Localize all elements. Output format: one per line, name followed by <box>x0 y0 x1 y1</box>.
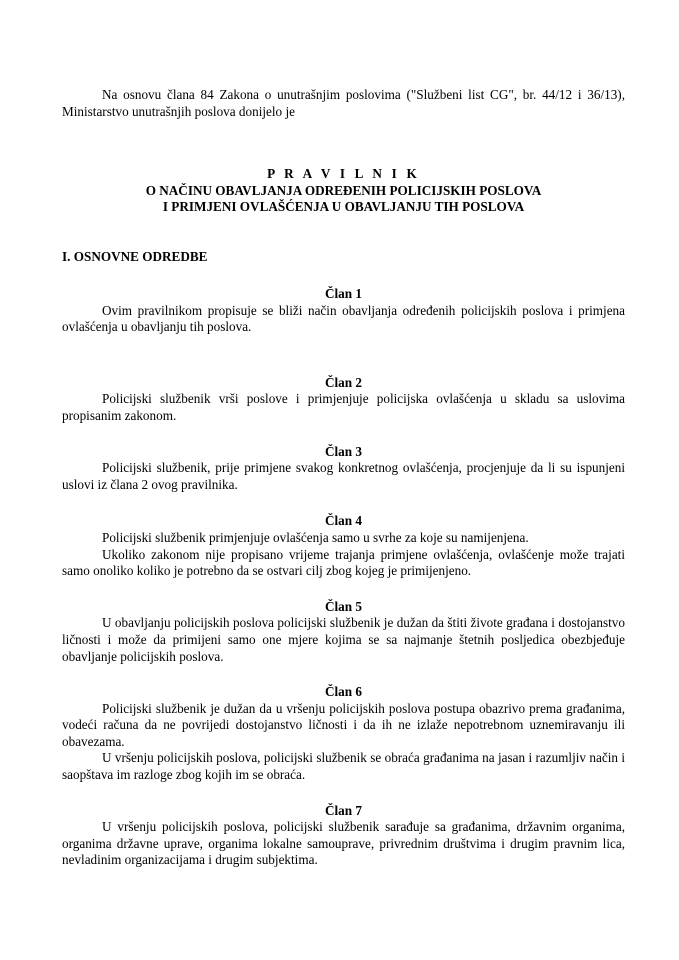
article-heading: Član 7 <box>324 802 362 818</box>
preamble-text: Na osnovu člana 84 Zakona o unutrašnjim poslovima ("Službeni list CG", br. 44/12 i 36/13), Ministarstvo unutrašnjih poslova donijelo je <box>62 87 625 119</box>
article-paragraph: U obavljanju policijskih poslova policijski službenik je dužan da štiti živote građana i dostojanstvo ličnosti i može da primijeni samo one mjere kojima se sa najmanje štetnih posljedica obezbjeđuje obavljanje policijskih poslova. <box>62 615 625 664</box>
article-paragraph: Policijski službenik primjenjuje ovlašćenja samo u svrhe za koje su namijenjena. <box>102 529 529 545</box>
document-title <box>62 166 625 215</box>
article-heading: Član 2 <box>324 374 362 390</box>
section-heading: I. OSNOVNE ODREDBE <box>62 249 208 265</box>
article-2 <box>62 375 625 425</box>
article-paragraph: U vršenju policijskih poslova, policijski službenik sarađuje sa građanima, državnim organima, organima državne uprave, organima lokalne samouprave, privrednim društvima i drugim pravnim lica, nevladinim organizacijama i drugim subjektima. <box>62 819 625 868</box>
article-heading: Član 1 <box>324 286 362 301</box>
article-4 <box>62 513 625 579</box>
title-main: P R A V I L N I K <box>267 166 420 182</box>
article-paragraph: Policijski službenik je dužan da u vršenju policijskih poslova postupa obazrivo prema građanima, vodeći računa da ne povrijedi dostojanstvo ličnosti i da ih ne izlaže nepotrebnom uznemiravanju ili obavezama. <box>62 700 625 749</box>
article-paragraph: Ukoliko zakonom nije propisano vrijeme trajanja primjene ovlašćenja, ovlašćenje može trajati samo onoliko koliko je potrebno da se ostvari cilj zbog kojeg je primijenjeno. <box>62 546 625 579</box>
article-heading: Član 6 <box>324 684 362 700</box>
article-heading: Član 3 <box>324 443 362 459</box>
document-page <box>62 87 625 869</box>
article-5 <box>62 599 625 665</box>
article-paragraph: Policijski službenik vrši poslove i primjenjuje policijska ovlašćenja u skladu sa uslovima propisanim zakonom. <box>62 391 625 423</box>
article-7 <box>62 803 625 869</box>
article-3 <box>62 444 625 494</box>
article-6 <box>62 684 625 784</box>
article-1 <box>62 286 625 336</box>
title-line-2: I PRIMJENI OVLAŠĆENJA U OBAVLJANJU TIH POSLOVA <box>162 199 525 214</box>
article-heading: Član 4 <box>324 513 362 529</box>
article-heading: Član 5 <box>324 598 362 614</box>
article-paragraph: Ovim pravilnikom propisuje se bliži način obavljanja određenih policijskih poslova i primjena ovlašćenja u obavljanju tih poslova. <box>62 302 625 335</box>
article-paragraph: U vršenju policijskih poslova, policijski službenik se obraća građanima na jasan i razumljiv način i saopštava im razloge zbog kojih im se obraća. <box>62 750 625 783</box>
title-line-1: O NAČINU OBAVLJANJA ODREĐENIH POLICIJSKIH POSLOVA <box>145 182 542 198</box>
article-paragraph: Policijski službenik, prije primjene svakog konkretnog ovlašćenja, procjenjuje da li su ispunjeni uslovi iz člana 2 ovog pravilnika. <box>62 460 625 492</box>
